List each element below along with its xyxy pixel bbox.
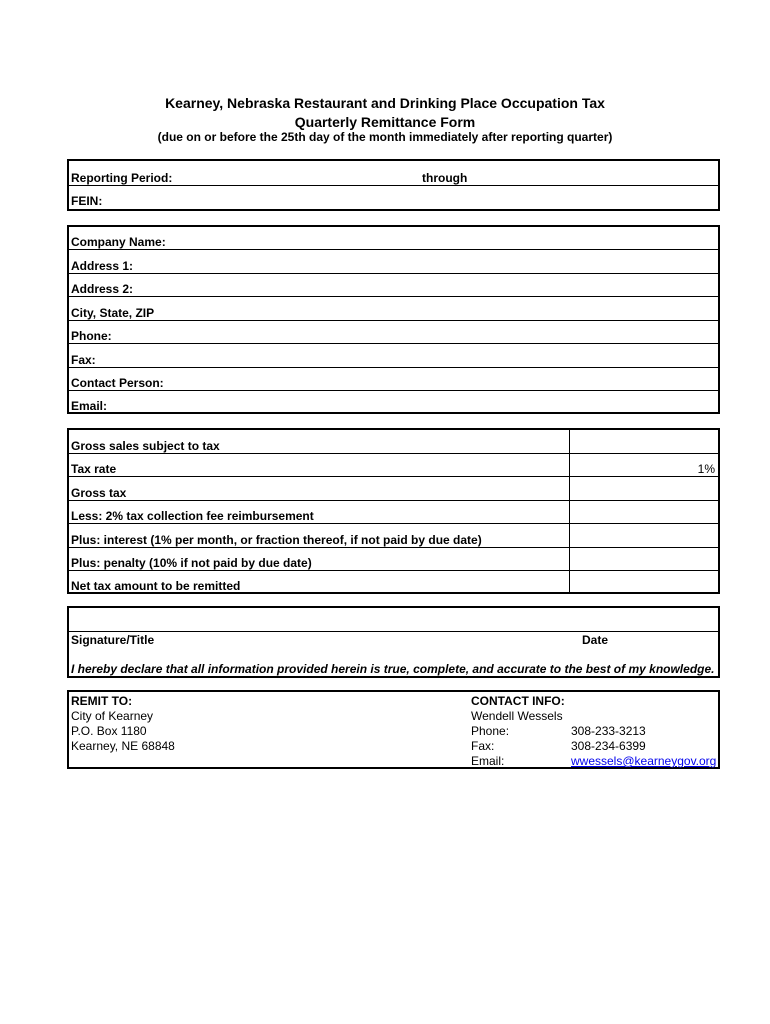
remit-line-1: City of Kearney xyxy=(71,709,154,723)
email-label: Email: xyxy=(71,399,108,413)
contact-phone-value: 308-233-3213 xyxy=(571,724,646,738)
tax-rate-value: 1% xyxy=(697,462,715,476)
signature-title-label: Signature/Title xyxy=(71,633,155,647)
contact-fax-label: Fax: xyxy=(471,739,495,753)
signature-section xyxy=(67,606,720,678)
declaration-text: I hereby declare that all information provided herein is true, complete, and accurate to the best of my knowledge. xyxy=(71,662,715,676)
form-subtitle: Quarterly Remittance Form xyxy=(294,114,476,130)
gross-sales-label: Gross sales subject to tax xyxy=(71,439,220,453)
contact-email-label: Email: xyxy=(471,754,505,768)
form-title: Kearney, Nebraska Restaurant and Drinking Place Occupation Tax xyxy=(165,95,605,111)
date-label: Date xyxy=(582,633,609,647)
remit-to-heading: REMIT TO: xyxy=(71,694,133,708)
tax-rate-label: Tax rate xyxy=(71,462,117,476)
period-section xyxy=(67,159,720,211)
through-label: through xyxy=(422,171,468,185)
company-name-label: Company Name: xyxy=(71,235,166,249)
penalty-label: Plus: penalty (10% if not paid by due date) xyxy=(71,556,312,570)
fee-reimbursement-label: Less: 2% tax collection fee reimbursement xyxy=(71,509,314,523)
city-state-zip-label: City, State, ZIP xyxy=(71,306,155,320)
remit-contact-section xyxy=(67,690,720,769)
contact-name: Wendell Wessels xyxy=(471,709,563,723)
address2-label: Address 2: xyxy=(71,282,134,296)
contact-person-label: Contact Person: xyxy=(71,376,164,390)
contact-info-heading: CONTACT INFO: xyxy=(471,694,565,708)
due-note: (due on or before the 25th day of the month immediately after reporting quarter) xyxy=(157,130,613,144)
interest-label: Plus: interest (1% per month, or fraction thereof, if not paid by due date) xyxy=(71,533,482,547)
fax-label: Fax: xyxy=(71,353,96,367)
contact-fax-value: 308-234-6399 xyxy=(571,739,646,753)
address1-label: Address 1: xyxy=(71,259,134,273)
remit-line-2: P.O. Box 1180 xyxy=(71,724,147,738)
gross-tax-label: Gross tax xyxy=(71,486,127,500)
net-tax-label: Net tax amount to be remitted xyxy=(71,579,241,593)
remit-line-3: Kearney, NE 68848 xyxy=(71,739,175,753)
contact-phone-label: Phone: xyxy=(471,724,510,738)
contact-email-link[interactable]: wwessels@kearneygov.org xyxy=(571,754,717,768)
company-section xyxy=(67,225,720,414)
fein-label: FEIN: xyxy=(71,194,103,208)
tax-section xyxy=(67,428,720,594)
phone-label: Phone: xyxy=(71,329,112,343)
reporting-period-label: Reporting Period: xyxy=(71,171,173,185)
